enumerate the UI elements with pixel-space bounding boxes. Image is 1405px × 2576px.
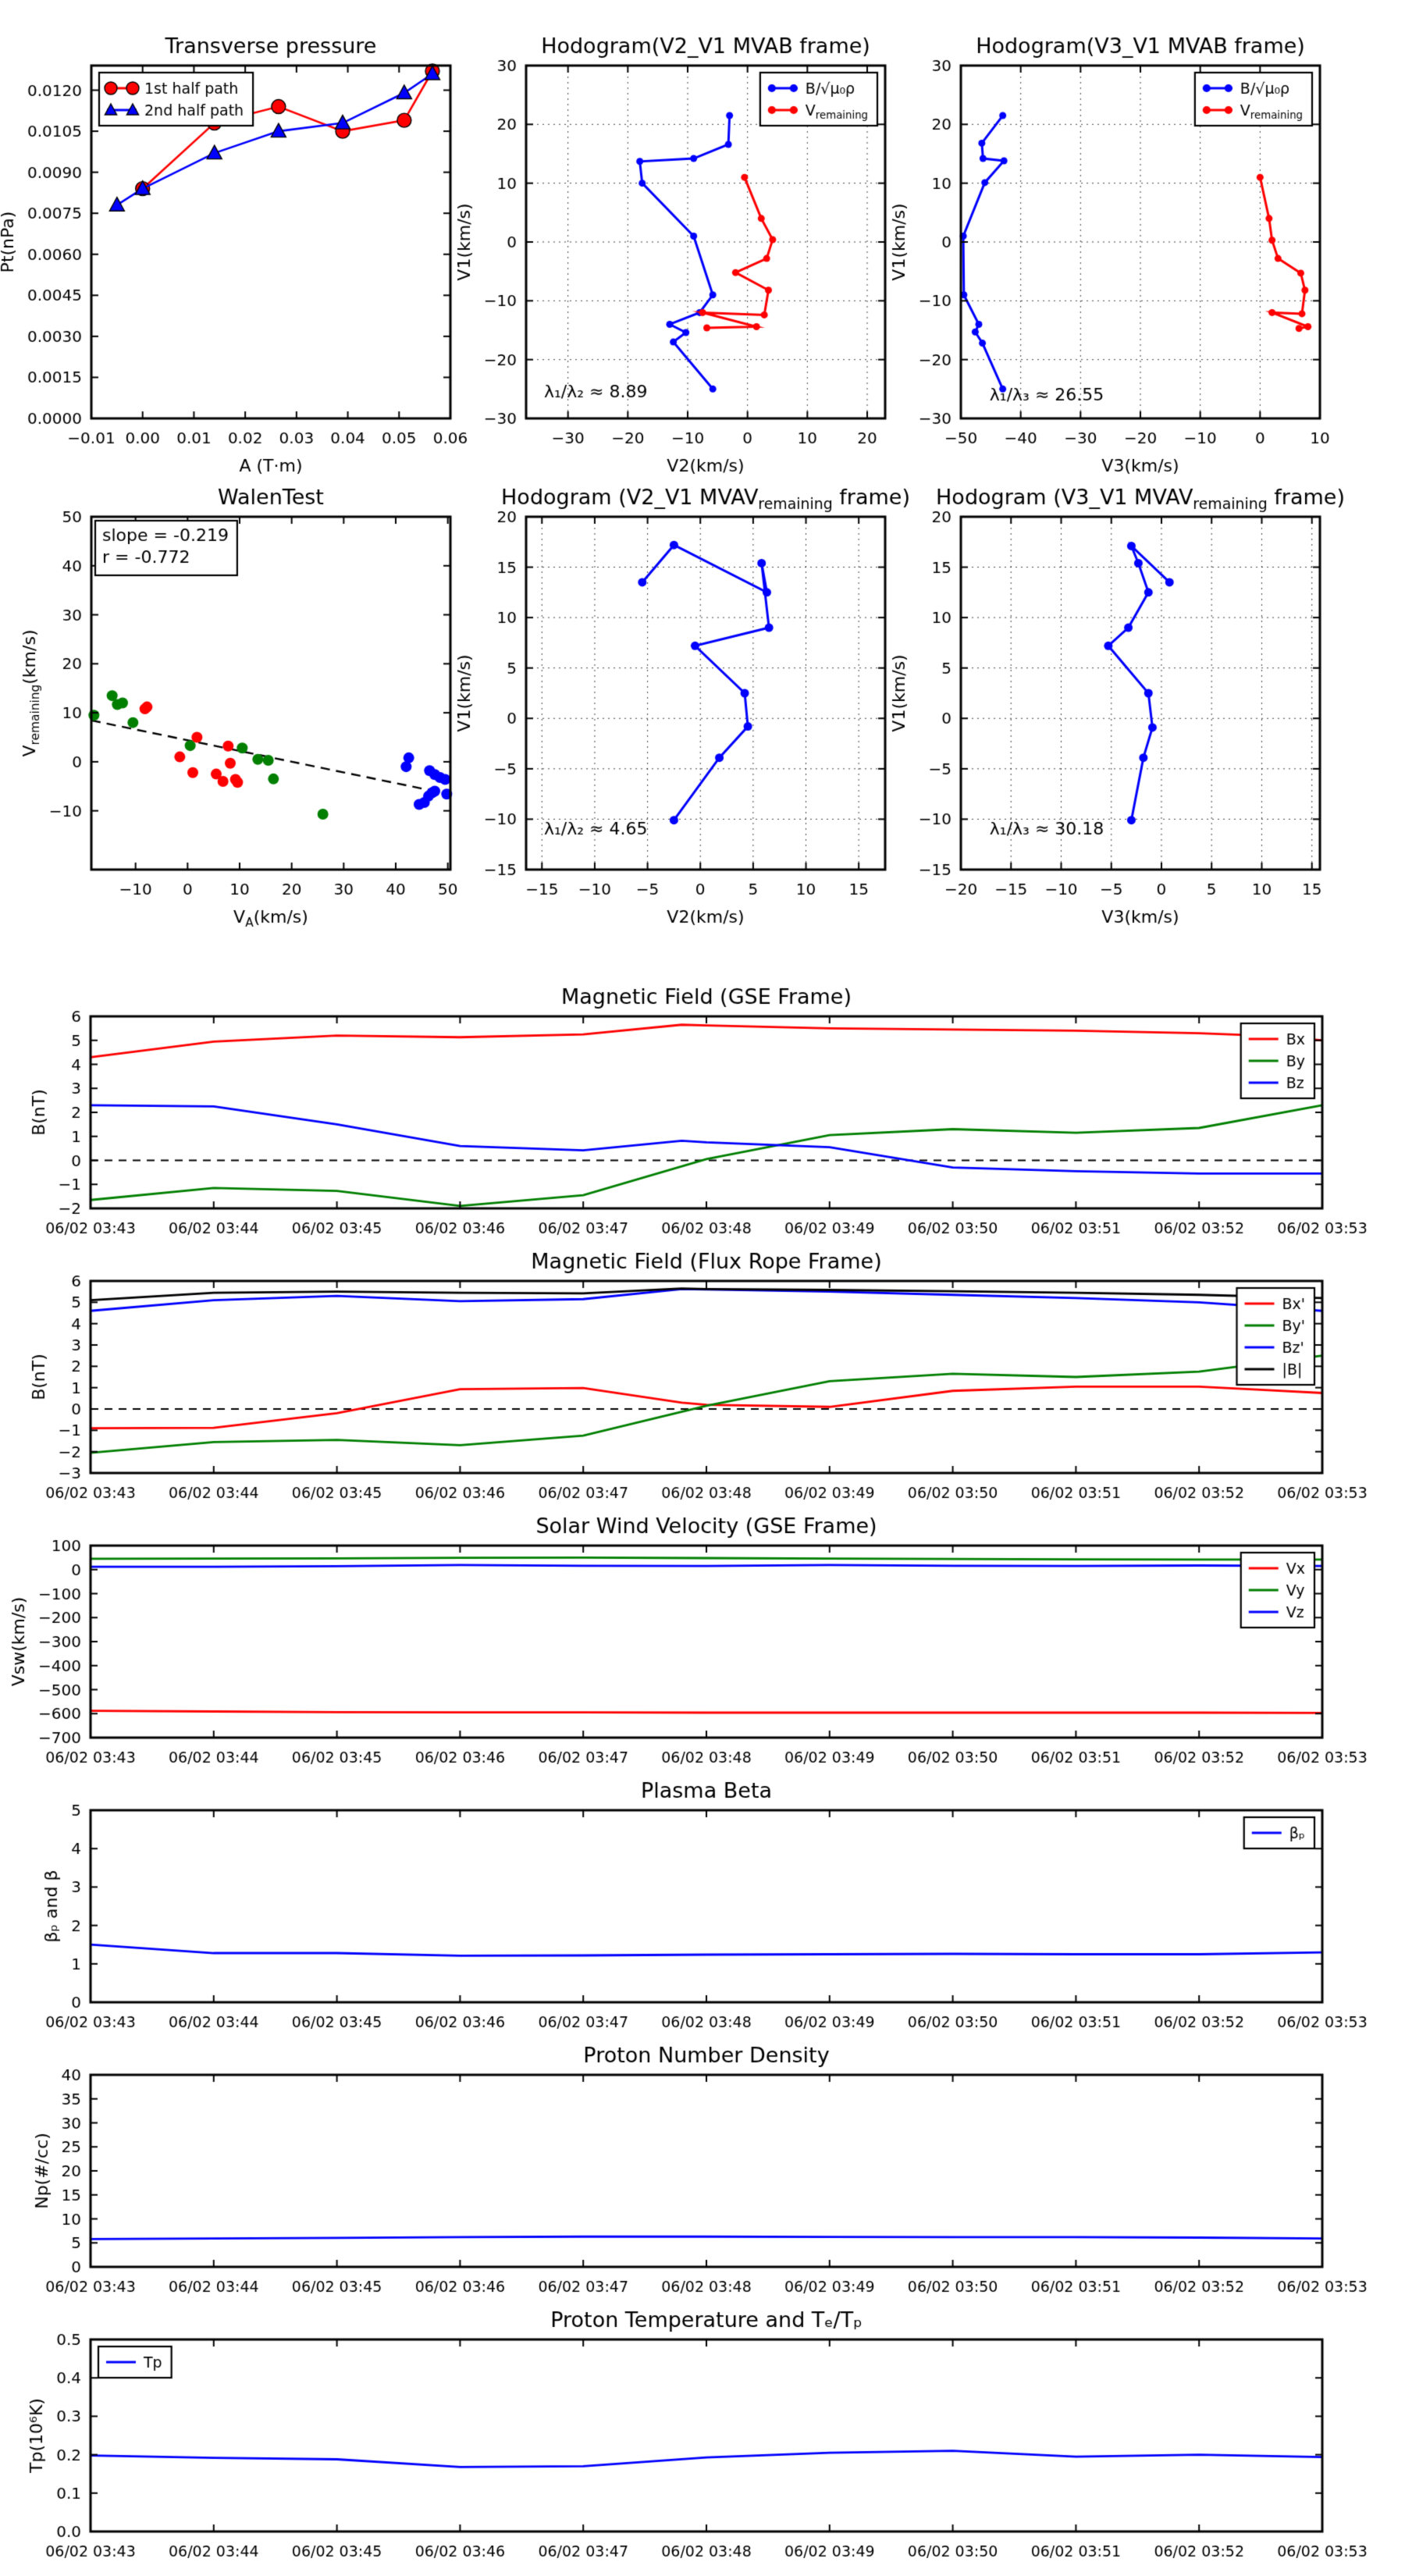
chart-proton-number-density — [91, 2075, 1322, 2267]
chart-walen-test — [91, 517, 450, 870]
chart-plasma-beta — [91, 1810, 1322, 2002]
chart-transverse-pressure — [91, 66, 450, 418]
chart-solar-wind-velocity — [91, 1546, 1322, 1738]
chart-proton-temperature — [91, 2339, 1322, 2532]
chart-magnetic-field-gse — [91, 1016, 1322, 1208]
chart-magnetic-field-flux-rope — [91, 1281, 1322, 1473]
chart-hodogram-v3v1-mvav — [961, 517, 1320, 870]
chart-hodogram-v2v1-mvab — [526, 66, 885, 418]
chart-hodogram-v2v1-mvav — [526, 517, 885, 870]
chart-hodogram-v3v1-mvab — [961, 66, 1320, 418]
